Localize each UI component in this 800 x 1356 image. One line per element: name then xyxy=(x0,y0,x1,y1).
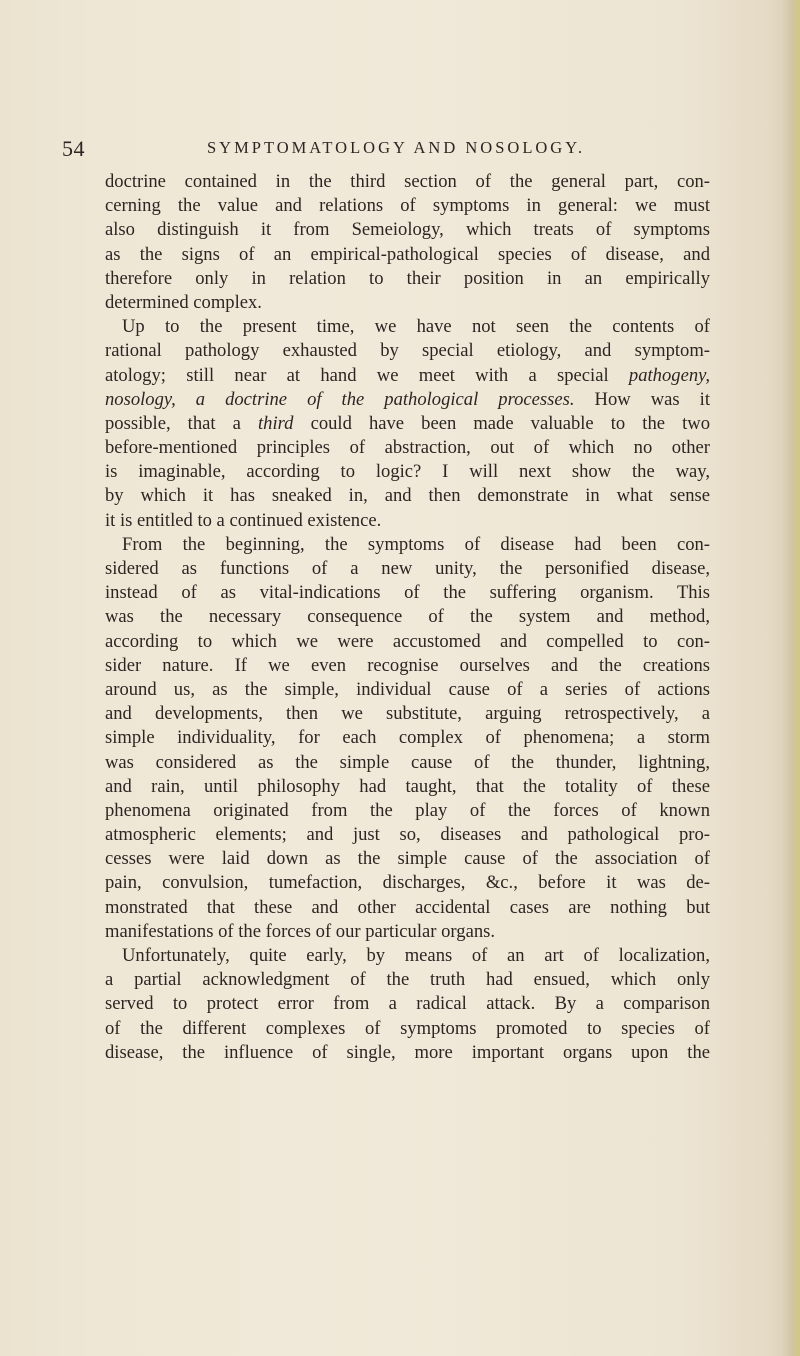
text-segment: atology; still near at hand we meet with a special xyxy=(105,364,629,386)
text-line: and rain, until philosophy had taught, that the totality of these xyxy=(105,775,710,797)
body-text xyxy=(105,170,710,1065)
page-edge-shadow xyxy=(782,0,800,1356)
text-segment: How was it xyxy=(574,388,710,410)
page-number: 54 xyxy=(62,136,85,161)
text-line: was considered as the simple cause of the thunder, lightning, xyxy=(105,751,710,773)
text-line: manifestations of the forces of our particular organs. xyxy=(105,920,495,942)
text-line: by which it has sneaked in, and then demonstrate in what sense xyxy=(105,485,710,507)
text-line xyxy=(105,412,710,436)
text-line: simple individuality, for each complex of phenomena; a storm xyxy=(105,727,710,749)
text-line: was the necessary consequence of the system and method, xyxy=(105,606,710,628)
text-line: therefore only in relation to their position in an empirically xyxy=(105,267,710,289)
text-line: Up to the present time, we have not seen the contents of xyxy=(122,316,710,338)
text-line: pain, convulsion, tumefaction, discharges, &c., before it was de- xyxy=(105,872,710,894)
page-header xyxy=(62,136,722,166)
text-line: cesses were laid down as the simple cause of the association of xyxy=(105,848,710,870)
text-line xyxy=(105,364,710,388)
italic-term: nosology, a doctrine of the pathological processes. xyxy=(105,388,575,410)
text-line: instead of as vital-indications of the suffering organism. This xyxy=(105,582,710,604)
text-line: a partial acknowledgment of the truth had ensued, which only xyxy=(105,969,710,991)
running-title: SYMPTOMATOLOGY AND NOSOLOGY. xyxy=(207,138,586,157)
text-line: rational pathology exhausted by special etiology, and symptom- xyxy=(105,340,710,362)
text-line: as the signs of an empirical-pathological species of disease, and xyxy=(105,243,710,265)
text-line: phenomena originated from the play of the forces of known xyxy=(105,799,710,821)
text-line: it is entitled to a continued existence. xyxy=(105,509,382,531)
text-line: is imaginable, according to logic? I will next show the way, xyxy=(105,461,710,483)
text-line: also distinguish it from Semeiology, which treats of symptoms xyxy=(105,219,710,241)
italic-term: third xyxy=(258,412,294,434)
italic-term: pathogeny, xyxy=(628,364,710,386)
text-line: monstrated that these and other accidental cases are nothing but xyxy=(105,896,710,918)
text-line: and developments, then we substitute, arguing retrospectively, a xyxy=(105,703,710,725)
text-line: according to which we were accustomed and compelled to con- xyxy=(105,630,710,652)
text-line: doctrine contained in the third section of the general part, con- xyxy=(105,171,710,192)
text-line: determined complex. xyxy=(105,291,262,313)
text-line: sidered as functions of a new unity, the personified disease, xyxy=(105,558,710,579)
text-line xyxy=(105,388,710,412)
text-line: around us, as the simple, individual cause of a series of actions xyxy=(105,678,710,700)
text-segment: possible, that a xyxy=(105,412,258,434)
text-line: disease, the influence of single, more important organs upon the xyxy=(105,1041,710,1063)
text-line: Unfortunately, quite early, by means of an art of localization, xyxy=(122,945,710,966)
text-line: atmospheric elements; and just so, diseases and pathological pro- xyxy=(105,824,710,846)
text-line: served to protect error from a radical attack. By a comparison xyxy=(105,993,710,1015)
text-segment: could have been made valuable to the two xyxy=(293,412,710,434)
text-line: of the different complexes of symptoms promoted to species of xyxy=(105,1017,710,1039)
text-line: sider nature. If we even recognise ourselves and the creations xyxy=(105,654,710,676)
text-line: cerning the value and relations of symptoms in general: we must xyxy=(105,195,710,217)
text-line: before-mentioned principles of abstraction, out of which no other xyxy=(105,437,710,459)
text-line: From the beginning, the symptoms of disease had been con- xyxy=(122,533,710,555)
